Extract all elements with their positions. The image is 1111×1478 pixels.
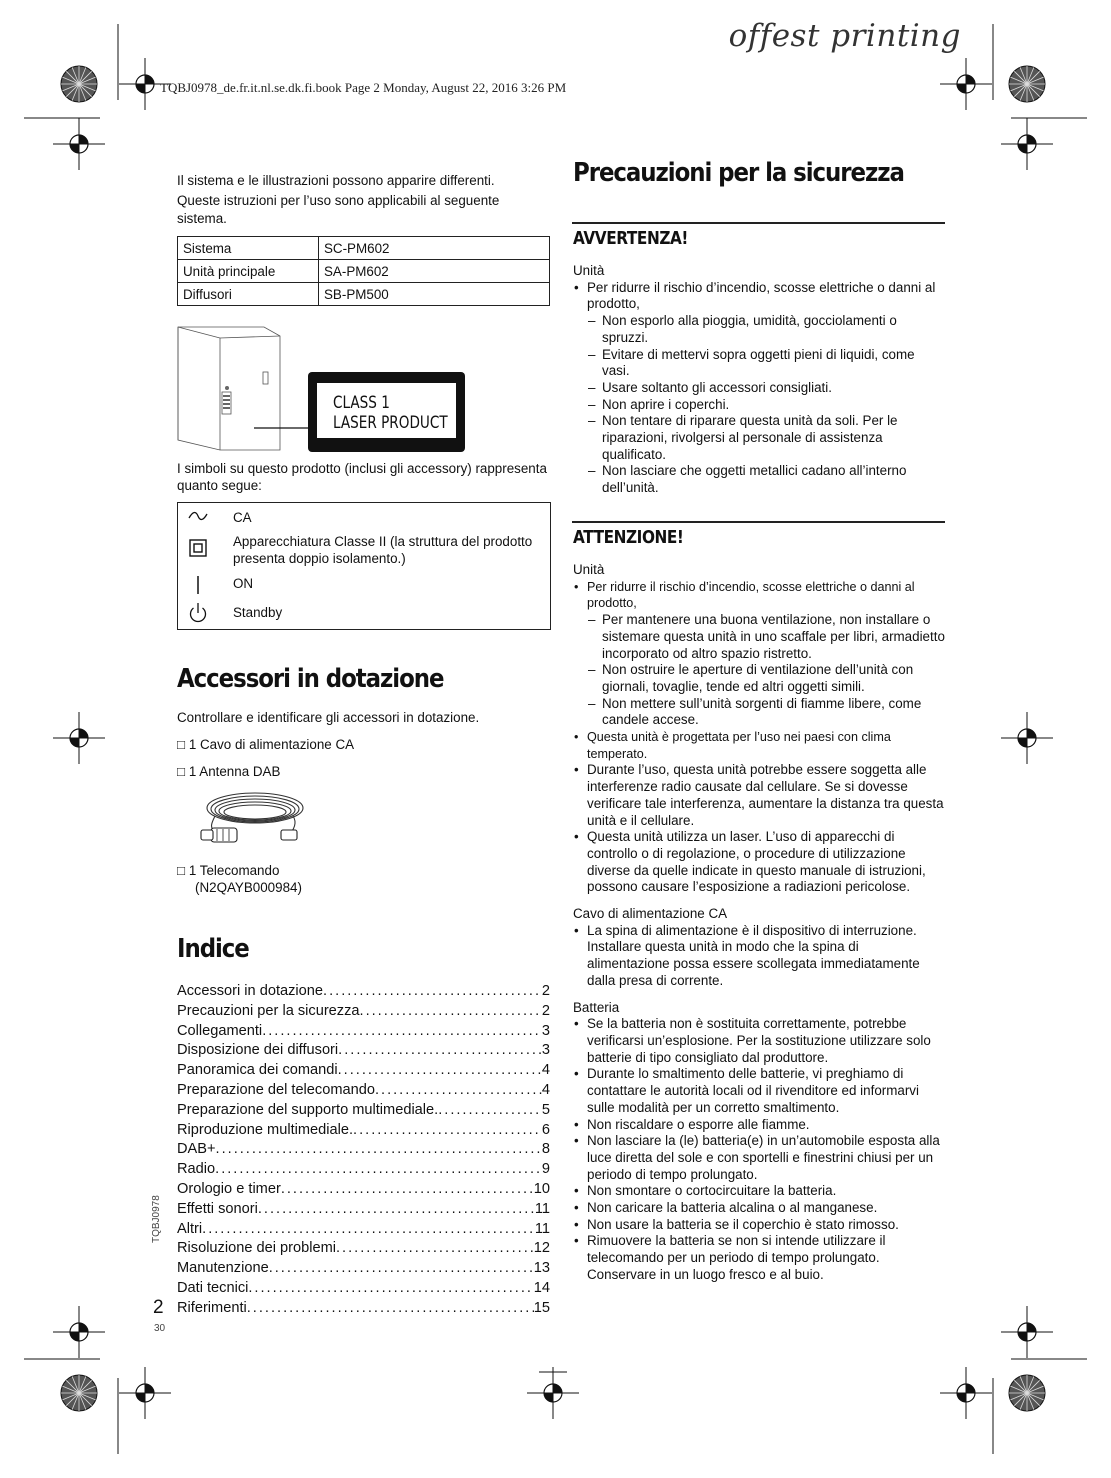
battery-bullet: • Non smontare o cortocircuitare la batteria. — [573, 1183, 945, 1200]
warning-item: – Non aprire i coperchi. — [573, 397, 945, 414]
on-line-icon — [186, 575, 210, 599]
toc-entry[interactable]: Risoluzione dei problemi ..... 12 — [177, 1240, 550, 1260]
caution-item: – Per mantenere una buona ventilazione, non installare o sistemare questa unità in uno scaffale per libri, armadietto incorporato od altro spazio ristretto. — [573, 612, 945, 662]
battery-bullet: • Rimuovere la batteria se non si intende utilizzare il telecomando per un periodo di tempo prolungato. Conservare in un luogo fresco e al buio. — [573, 1233, 945, 1283]
toc-entry[interactable]: Riproduzione multimediale. ..... 6 — [177, 1122, 550, 1142]
toc-entry[interactable]: Manutenzione ..... 13 — [177, 1260, 550, 1280]
battery-bullet: • Non lasciare la (le) batteria(e) in un’automobile esposta alla luce diretta del sole e con sportelli e finestrini chiusi per un periodo di tempo prolungato. — [573, 1133, 945, 1183]
laser-product-text: LASER PRODUCT — [333, 412, 448, 433]
toc-entry[interactable]: Preparazione del supporto multimediale. ..... 5 — [177, 1102, 550, 1122]
toc-entry[interactable]: Altri ..... 11 — [177, 1221, 550, 1241]
battery-bullet: • Non riscaldare o esporre alle fiamme. — [573, 1117, 945, 1134]
symbols-table — [177, 502, 551, 630]
toc-entry[interactable]: Orologio e timer ..... 10 — [177, 1181, 550, 1201]
system-spec-table — [177, 236, 550, 306]
toc-entry[interactable]: Accessori in dotazione ..... 2 — [177, 983, 550, 1003]
warning-unit-label: Unità — [573, 263, 605, 278]
accessory-item-dab-antenna — [177, 763, 557, 780]
intro-text — [177, 172, 552, 230]
spec-value: SA-PM602 — [319, 260, 550, 283]
table-of-contents — [177, 983, 550, 1320]
table-row — [178, 260, 550, 283]
caution-section — [573, 562, 945, 1284]
accessory-item-power-cord — [177, 736, 557, 753]
battery-label: Batteria — [573, 999, 620, 1015]
accessory-label: 1 Telecomando — [188, 863, 280, 878]
toc-entry[interactable]: Precauzioni per la sicurezza ..... 2 — [177, 1003, 550, 1023]
laser-class-text: CLASS 1 — [333, 392, 390, 413]
class-ii-square-icon — [186, 539, 210, 561]
toc-entry[interactable]: Panoramica dei comandi ..... 4 — [177, 1062, 550, 1082]
battery-bullet: • Non usare la batteria se il coperchio è stato rimosso. — [573, 1217, 945, 1234]
standby-power-icon — [186, 602, 210, 628]
power-cable-bullet: • La spina di alimentazione è il dispositivo di interruzione. Installare questa unità in modo che la spina di alimentazione possa essere scollegata immediatamente dalla presa di corrente. — [573, 923, 945, 990]
page-number: 2 — [153, 1297, 164, 1318]
toc-entry[interactable]: Riferimenti ..... 15 — [177, 1300, 550, 1320]
warning-item: – Non esporlo alla pioggia, umidità, gocciolamenti o spruzzi. — [573, 313, 945, 346]
caution-item: – Non ostruire le aperture di ventilazione dell’unità con giornali, tovaglie, tende ed altri oggetti simili. — [573, 662, 945, 695]
toc-entry[interactable]: Radio ..... 9 — [177, 1161, 550, 1181]
checkbox-icon: □ — [177, 764, 186, 779]
accessories-intro: Controllare e identificare gli accessori in dotazione. — [177, 710, 480, 725]
caution-bullet: • Questa unità è progettata per l’uso nei paesi con clima temperato. — [573, 729, 945, 762]
caution-rule — [572, 521, 945, 523]
spec-label: Diffusori — [178, 283, 319, 306]
symbols-intro: I simboli su questo prodotto (inclusi gli accessory) rappresenta quanto segue: — [177, 461, 547, 493]
spec-value: SB-PM500 — [319, 283, 550, 306]
warning-rule — [572, 222, 945, 224]
caution-bullet: • Durante l’uso, questa unità potrebbe essere soggetta alle interferenze radio causate dal cellulare. Se si dovesse verificare tale interferenza, aumentare la distanza tra questa unità e il cellulare. — [573, 762, 945, 829]
accessory-label: 1 Cavo di alimentazione CA — [188, 737, 355, 752]
checkbox-icon: □ — [177, 737, 186, 752]
warning-item: – Evitare di mettervi sopra oggetti pieni di liquidi, come vasi. — [573, 347, 945, 380]
caution-heading: ATTENZIONE! — [573, 527, 684, 548]
warning-section — [573, 263, 945, 497]
accessories-heading: Accessori in dotazione — [177, 664, 444, 694]
accessory-label: 1 Antenna DAB — [188, 764, 281, 779]
index-heading: Indice — [177, 934, 249, 964]
spec-value: SC-PM602 — [319, 237, 550, 260]
symbol-text: Standby — [233, 605, 283, 620]
warning-bullet: • Per ridurre il rischio d’incendio, scosse elettriche o danni al prodotto, — [573, 280, 945, 313]
doc-code: TQBJ0978 — [151, 1195, 162, 1243]
intro-line-2: Queste istruzioni per l’uso sono applicabili al seguente sistema. — [177, 193, 500, 226]
battery-bullet: • Durante lo smaltimento delle batterie, vi preghiamo di contattare le autorità locali od il rivenditore ed informarvi sulle modalità per un corretto smaltimento. — [573, 1066, 945, 1116]
product-laser-label-illustration — [176, 322, 468, 456]
caution-bullet: • Questa unità utilizza un laser. L’uso di apparecchi di controllo o di regolazione, o procedure di utilizzazione diverse da quelle indicate in questo manuale di istruzioni, possono causare l’esposizione a radiazioni pericolose. — [573, 829, 945, 896]
spec-label: Sistema — [178, 237, 319, 260]
safety-heading: Precauzioni per la sicurezza — [573, 158, 904, 188]
battery-bullet: • Non caricare la batteria alcalina o al manganese. — [573, 1200, 945, 1217]
remote-model-number: (N2QAYB000984) — [195, 880, 302, 895]
toc-entry[interactable]: Dati tecnici ..... 14 — [177, 1280, 550, 1300]
checkbox-icon: □ — [177, 863, 186, 878]
spec-label: Unità principale — [178, 260, 319, 283]
caution-item: – Non mettere sull’unità sorgenti di fiamme libere, come candele accese. — [573, 696, 945, 729]
sub-page-number: 30 — [154, 1323, 166, 1334]
symbol-text: CA — [233, 510, 252, 525]
toc-entry[interactable]: Effetti sonori ..... 11 — [177, 1201, 550, 1221]
battery-bullet: • Se la batteria non è sostituita correttamente, potrebbe verificarsi un’esplosione. Per la sostituzione utilizzare solo batterie di tipo consigliato dal produttore. — [573, 1016, 945, 1066]
warning-heading: AVVERTENZA! — [573, 228, 688, 249]
symbol-text: Apparecchiatura Classe II (la struttura del prodotto presenta doppio isolamento.) — [233, 534, 533, 566]
caution-unit-label: Unità — [573, 562, 605, 577]
accessory-item-remote — [177, 862, 557, 896]
print-file-info: TQBJ0978_de.fr.it.nl.se.dk.fi.book Page 2 Monday, August 22, 2016 3:26 PM — [160, 80, 567, 95]
toc-entry[interactable]: Disposizione dei diffusori ..... 3 — [177, 1042, 550, 1062]
offset-printing-stamp: offest printing — [728, 18, 961, 54]
toc-entry[interactable]: Collegamenti ..... 3 — [177, 1023, 550, 1043]
toc-entry[interactable]: DAB+ ..... 8 — [177, 1141, 550, 1161]
table-row — [178, 283, 550, 306]
symbol-text: ON — [233, 576, 254, 591]
warning-item: – Non tentare di riparare questa unità da soli. Per le riparazioni, rivolgersi al personale di assistenza qualificato. — [573, 413, 945, 463]
table-row — [178, 237, 550, 260]
caution-bullet: • Per ridurre il rischio d’incendio, scosse elettriche o danni al prodotto, — [573, 579, 945, 612]
toc-entry[interactable]: Preparazione del telecomando ..... 4 — [177, 1082, 550, 1102]
power-cable-label: Cavo di alimentazione CA — [573, 906, 728, 922]
dab-antenna-illustration — [197, 784, 307, 852]
ac-tilde-icon — [186, 509, 210, 527]
warning-item: – Non lasciare che oggetti metallici cadano all’interno dell’unità. — [573, 463, 945, 496]
warning-item: – Usare soltanto gli accessori consigliati. — [573, 380, 945, 397]
intro-line-1: Il sistema e le illustrazioni possono apparire differenti. — [177, 173, 495, 188]
